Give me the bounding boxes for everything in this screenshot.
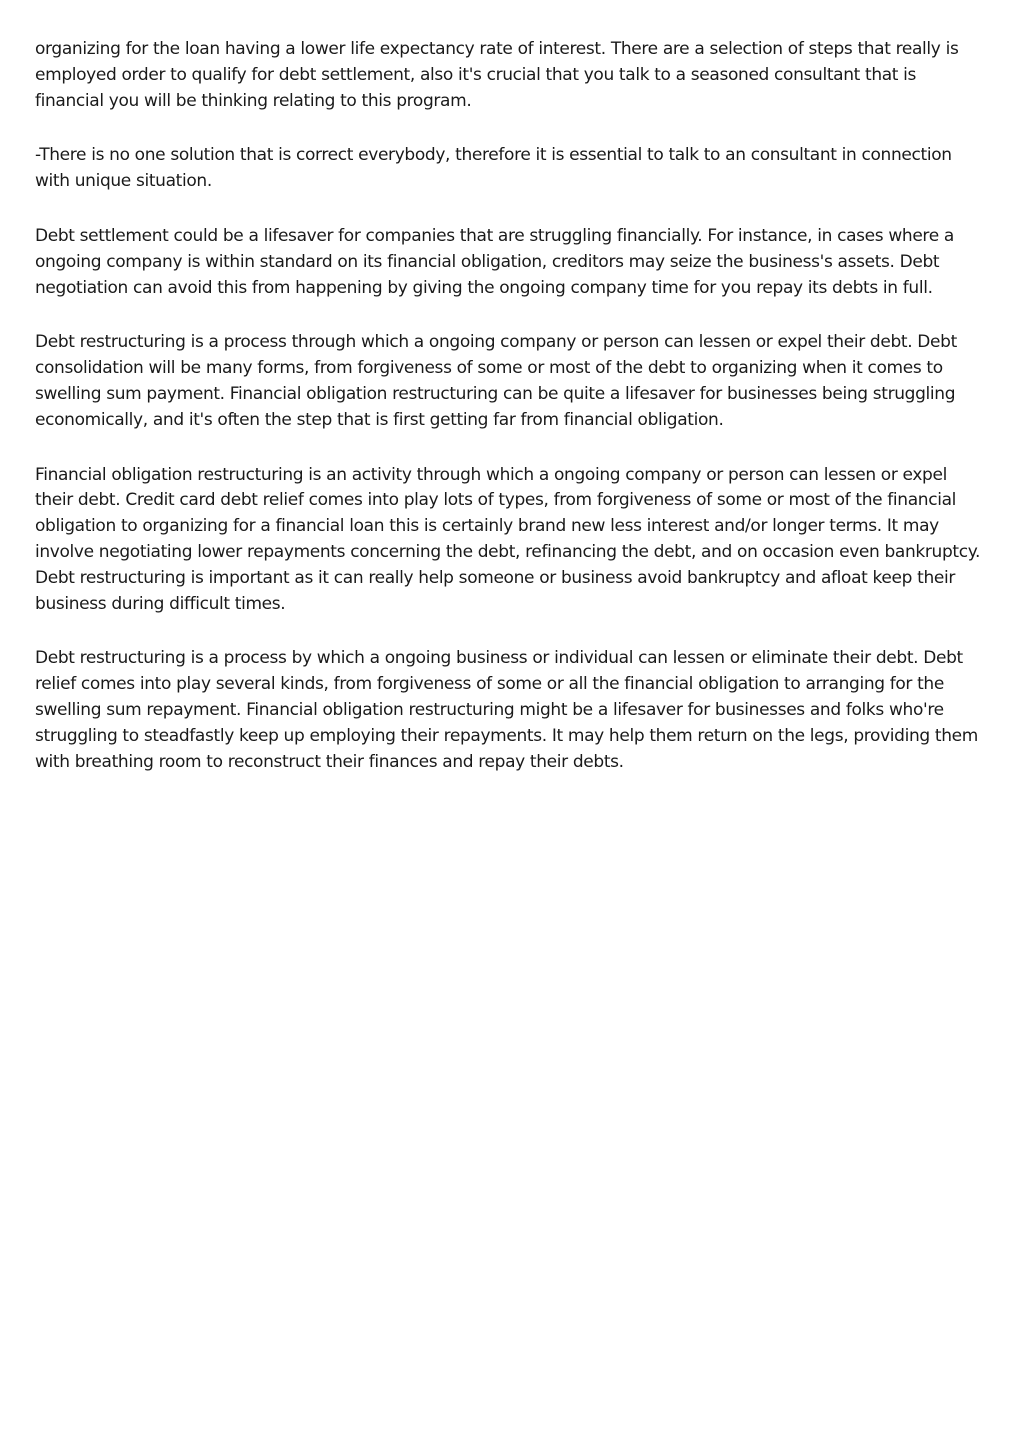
paragraph-1: organizing for the loan having a lower life expectancy rate of interest. There are a selection of steps that really is employed order to qualify for debt settlement, also it's crucial that you talk to a seasoned consultant that is financial you will be thinking relating to this program. [35, 39, 959, 111]
document-body [35, 37, 987, 804]
paragraph-2: -There is no one solution that is correct everybody, therefore it is essential to talk to an consultant in connection with unique situation. [35, 145, 952, 192]
paragraph-5: Financial obligation restructuring is an activity through which a ongoing company or person can lessen or expel their debt. Credit card debt relief comes into play lots of types, from forgiveness of some or most of the financial obligation to organizing for a financial loan this is certainly brand new less interest and/or longer terms. It may involve negotiating lower repayments concerning the debt, refinancing the debt, and on occasion even bankruptcy. Debt restructuring is important as it can really help someone or business avoid bankruptcy and afloat keep their business during difficult times. [35, 464, 981, 614]
paragraph-3: Debt settlement could be a lifesaver for companies that are struggling financially. For instance, in cases where a ongoing company is within standard on its financial obligation, creditors may seize the business's assets. Debt negotiation can avoid this from happening by giving the ongoing company time for you repay its debts in full. [35, 225, 954, 298]
paragraph-6: Debt restructuring is a process by which a ongoing business or individual can lessen or eliminate their debt. Debt relief comes into play several kinds, from forgiveness of some or all the financial obligation to arranging for the swelling sum repayment. Financial obligation restructuring might be a lifesaver for businesses and folks who're struggling to steadfastly keep up employing their repayments. It may help them return on the legs, providing them with breathing room to reconstruct their finances and repay their debts. [35, 648, 978, 772]
paragraph-4: Debt restructuring is a process through which a ongoing company or person can lessen or expel their debt. Debt consolidation will be many forms, from forgiveness of some or most of the debt to organizing when it comes to swelling sum payment. Financial obligation restructuring can be quite a lifesaver for businesses being struggling economically, and it's often the step that is first getting far from financial obligation. [35, 332, 957, 430]
